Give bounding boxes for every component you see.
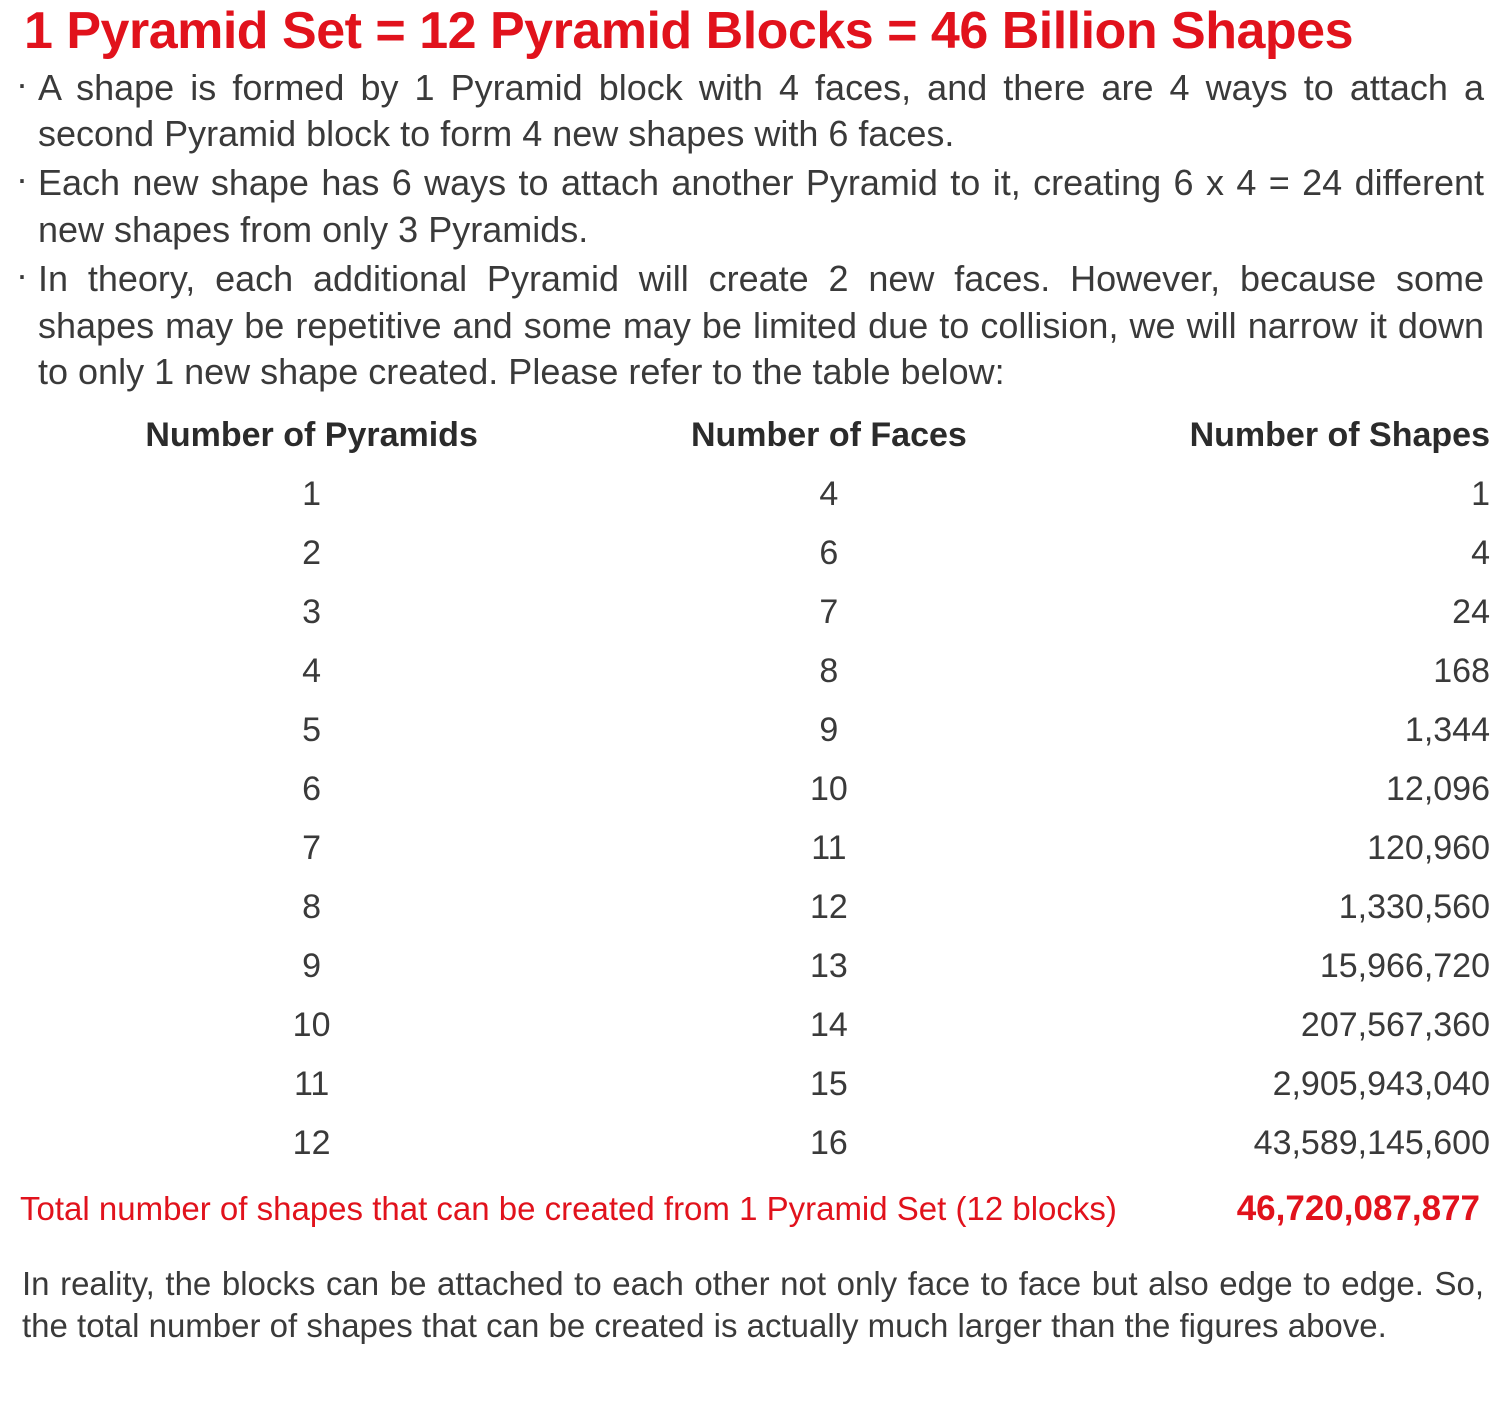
cell-faces: 9 — [819, 711, 839, 750]
table-row — [16, 1055, 1494, 1114]
cell-shapes: 1,344 — [1404, 711, 1490, 750]
cell-shapes: 2,905,943,040 — [1272, 1065, 1490, 1104]
table-row — [16, 465, 1494, 524]
cell-pyramids: 1 — [302, 475, 322, 514]
list-item: · In theory, each additional Pyramid will create 2 new faces. However, because some shapes may be repetitive and some may be limited due to collision, we will narrow it down to only 1 new shape created. Please refer to the table below: — [10, 256, 1490, 396]
table-row — [16, 878, 1494, 937]
total-label: Total number of shapes that can be created from 1 Pyramid Set (12 blocks) — [20, 1190, 1117, 1228]
infographic-page — [0, 4, 1500, 1427]
cell-faces: 4 — [819, 475, 839, 514]
table-row — [16, 642, 1494, 701]
cell-shapes: 120,960 — [1367, 829, 1490, 868]
table-header-row — [16, 412, 1494, 465]
cell-shapes: 15,966,720 — [1319, 947, 1490, 986]
cell-faces: 7 — [819, 593, 839, 632]
cell-faces: 16 — [809, 1124, 848, 1163]
column-header-pyramids: Number of Pyramids — [145, 416, 478, 455]
table-row — [16, 524, 1494, 583]
cell-pyramids: 11 — [293, 1065, 330, 1104]
cell-faces: 14 — [809, 1006, 848, 1045]
cell-pyramids: 9 — [302, 947, 322, 986]
shapes-table — [16, 412, 1494, 1173]
cell-faces: 11 — [811, 829, 847, 868]
page-title: 1 Pyramid Set = 12 Pyramid Blocks = 46 Billion Shapes — [24, 2, 1354, 60]
cell-pyramids: 3 — [302, 593, 322, 632]
column-header-faces: Number of Faces — [690, 416, 967, 455]
cell-pyramids: 7 — [302, 829, 322, 868]
cell-shapes: 207,567,360 — [1300, 1006, 1490, 1045]
cell-faces: 6 — [819, 534, 839, 573]
cell-shapes: 12,096 — [1386, 770, 1490, 809]
cell-pyramids: 10 — [292, 1006, 331, 1045]
column-header-shapes: Number of Shapes — [1189, 416, 1490, 455]
table-row — [16, 701, 1494, 760]
cell-faces: 13 — [809, 947, 848, 986]
list-item: · Each new shape has 6 ways to attach another Pyramid to it, creating 6 x 4 = 24 different new shapes from only 3 Pyramids. — [10, 160, 1490, 254]
cell-faces: 12 — [809, 888, 848, 927]
table-row — [16, 583, 1494, 642]
cell-shapes: 1,330,560 — [1338, 888, 1490, 927]
cell-shapes: 1 — [1471, 475, 1490, 514]
cell-shapes: 24 — [1452, 593, 1490, 632]
cell-shapes: 43,589,145,600 — [1253, 1124, 1490, 1163]
cell-faces: 10 — [809, 770, 848, 809]
table-row — [16, 760, 1494, 819]
cell-faces: 15 — [809, 1065, 848, 1104]
cell-faces: 8 — [819, 652, 839, 691]
table-row — [16, 819, 1494, 878]
table-row — [16, 937, 1494, 996]
cell-pyramids: 2 — [302, 534, 322, 573]
list-item: · A shape is formed by 1 Pyramid block with 4 faces, and there are 4 ways to attach a second Pyramid block to form 4 new shapes with 6 faces. — [10, 65, 1490, 159]
cell-pyramids: 8 — [302, 888, 322, 927]
cell-pyramids: 5 — [302, 711, 322, 750]
bullet-list — [10, 65, 1490, 397]
table-row — [16, 996, 1494, 1055]
cell-shapes: 4 — [1471, 534, 1490, 573]
cell-shapes: 168 — [1433, 652, 1490, 691]
cell-pyramids: 4 — [302, 652, 322, 691]
total-row — [20, 1189, 1484, 1229]
table-row — [16, 1114, 1494, 1173]
cell-pyramids: 6 — [302, 770, 322, 809]
cell-pyramids: 12 — [292, 1124, 331, 1163]
footnote: In reality, the blocks can be attached to each other not only face to face but also edge to edge. So, the total number of shapes that can be created is actually much larger than the figures above. — [22, 1265, 1484, 1345]
total-value: 46,720,087,877 — [1236, 1189, 1480, 1229]
